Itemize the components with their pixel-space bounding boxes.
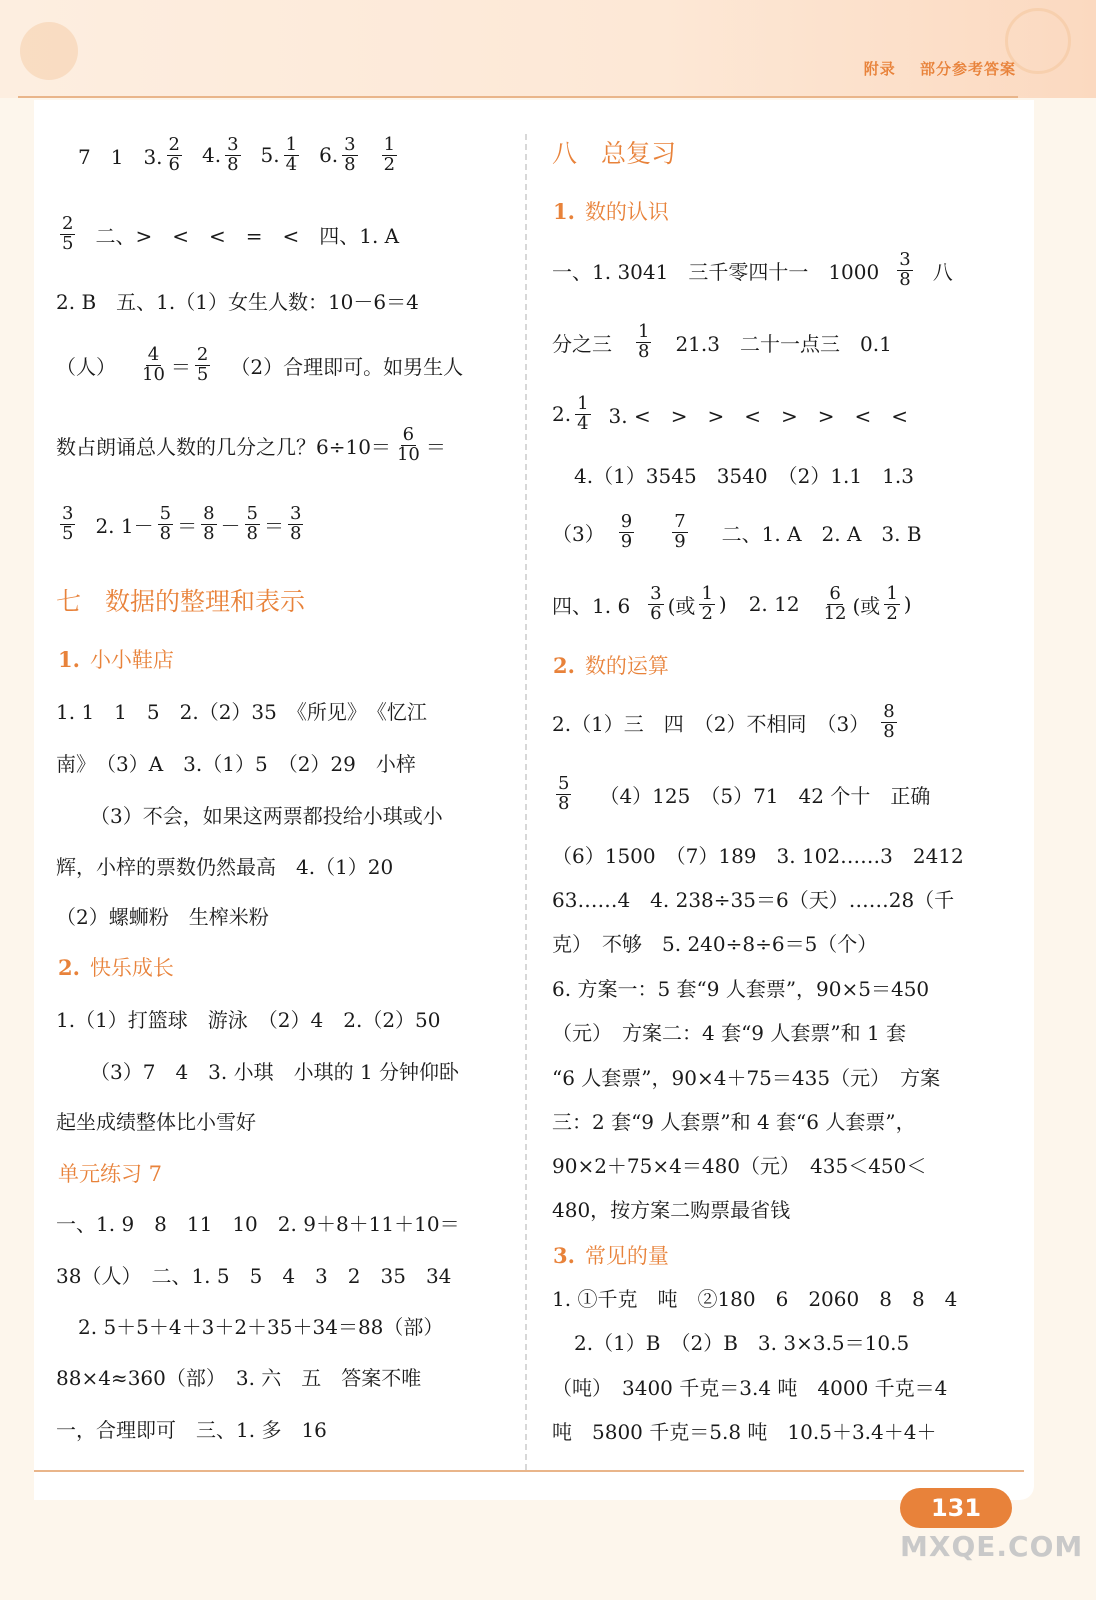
fraction: $\frac{3}{8}$ — [289, 502, 302, 544]
fraction: $\frac{8}{8}$ — [203, 502, 215, 544]
answer-line: 7 1 3. $\frac{2}{6}$ 4. $\frac{3}{8}$ 5. $\frac{1}{4}$ 6. $\frac{3}{8}$ $\frac{1}{2}$ — [78, 133, 396, 175]
answer-line: （元） 方案二：4 套“9 人套票”和 1 套 — [552, 1020, 907, 1045]
answer-line: $\frac{3}{5}$ 2. 1－ $\frac{5}{8}$ ＝ $\frac{8}{8}$ － $\frac{5}{8}$ ＝ $\frac{3}{8}$ — [62, 502, 302, 544]
answer-line: （吨） 3400 千克＝3.4 吨 4000 千克＝4 — [552, 1375, 948, 1400]
watermark-text: MXQE.COM — [900, 1530, 1084, 1563]
answer-line: 4.（1）3545 3540 （2）1.1 1.3 — [574, 463, 914, 488]
fraction: $\frac{2}{5}$ — [196, 343, 209, 385]
answer-line: 90×2＋75×4＝480（元） 435＜450＜ — [552, 1153, 927, 1178]
fraction: $\frac{3}{8}$ — [899, 248, 911, 290]
unit-exercise-title: 单元练习 7 — [58, 1162, 163, 1186]
answer-line: $\frac{5}{8}$ （4）125 （5）71 42 个十 正确 — [558, 772, 931, 814]
fraction: $\frac{3}{5}$ — [62, 502, 74, 544]
answer-line: 一，合理即可 三、1. 多 16 — [56, 1417, 327, 1442]
column-divider — [525, 134, 527, 1470]
subsection-title: 3. 常见的量 — [553, 1243, 669, 1268]
subsection-title: 1. 小小鞋店 — [58, 647, 174, 672]
answer-line: 一、1. 9 8 11 10 2. 9＋8＋11＋10＝ — [56, 1211, 460, 1236]
fraction: $\frac{1}{4}$ — [285, 133, 298, 175]
answer-line: （3）7 4 3. 小琪 小琪的 1 分钟仰卧 — [90, 1059, 460, 1084]
fraction: $\frac{5}{8}$ — [159, 502, 172, 544]
answer-line: 88×4≈360（部） 3. 六 五 答案不唯 — [56, 1365, 422, 1390]
answer-line: 一、1. 3041 三千零四十一 1000 $\frac{3}{8}$ 八 — [552, 248, 953, 290]
answer-line: 分之三 $\frac{1}{8}$ 21.3 二十一点三 0.1 — [552, 320, 892, 362]
fraction: $\frac{1}{2}$ — [886, 582, 898, 624]
answer-line: 辉，小梓的票数仍然最高 4.（1）20 — [56, 854, 394, 879]
answer-line: （人） $\frac{4}{10}$ ＝ $\frac{2}{5}$ （2）合理即可。如男生人 — [56, 343, 464, 385]
fraction: $\frac{1}{2}$ — [383, 133, 396, 175]
fraction: $\frac{2}{6}$ — [168, 133, 180, 175]
answer-line: 2.（1）B （2）B 3. 3×3.5＝10.5 — [574, 1330, 910, 1355]
fraction: $\frac{2}{5}$ — [62, 212, 74, 254]
answer-line: 起坐成绩整体比小雪好 — [56, 1109, 256, 1134]
fraction: $\frac{3}{8}$ — [227, 133, 239, 175]
answer-line: 38（人） 二、1. 5 5 4 3 2 35 34 — [56, 1263, 452, 1288]
fraction: $\frac{3}{6}$ — [650, 582, 662, 624]
answer-line: 克） 不够 5. 240÷8÷6＝5（个） — [552, 931, 878, 956]
fraction: $\frac{1}{8}$ — [638, 320, 650, 362]
answer-line: 6. 方案一：5 套“9 人套票”，90×5＝450 — [552, 976, 930, 1001]
page-number: 131 — [900, 1488, 1012, 1528]
answer-line: 吨 5800 千克＝5.8 吨 10.5＋3.4＋4＋ — [552, 1419, 937, 1444]
header-appendix: 附录 — [863, 60, 896, 78]
answer-line: 三：2 套“9 人套票”和 4 套“6 人套票”， — [552, 1109, 916, 1134]
answer-line: 南》 （3）A 3.（1）5 （2）29 小梓 — [56, 751, 416, 776]
answer-line: 四、1. 6 $\frac{3}{6}$ (或 $\frac{1}{2}$ ) 2. 12 $\frac{6}{12}$ (或 $\frac{1}{2}$ ) — [552, 582, 912, 624]
answer-line: 1. 1 1 5 2.（2）35 《所见》 《忆江 — [56, 699, 427, 724]
running-header — [846, 58, 1016, 79]
header-rule — [18, 96, 1018, 98]
section-title-8: 八 总复习 — [552, 139, 677, 168]
top-band — [0, 0, 1096, 98]
answer-line: 数占朗诵总人数的几分之几？6÷10＝ $\frac{6}{10}$ ＝ — [56, 423, 446, 465]
answer-line: （3） $\frac{9}{9}$ $\frac{7}{9}$ 二、1. A 2. A 3. B — [552, 510, 922, 552]
answer-line: 2. $\frac{1}{4}$ 3. < > > < > > < < — [552, 392, 909, 434]
decoration-circle-left — [20, 22, 78, 80]
answer-line: 2. B 五、1.（1）女生人数：10－6＝4 — [56, 289, 419, 314]
answer-line: （6）1500 （7）189 3. 102……3 2412 — [552, 843, 964, 868]
answer-line: 1.（1）打篮球 游泳 （2）4 2.（2）50 — [56, 1007, 441, 1032]
answer-line: （3）不会，如果这两票都投给小琪或小 — [90, 803, 443, 828]
section-title-7: 七 数据的整理和表示 — [56, 587, 306, 616]
subsection-title: 2. 数的运算 — [553, 653, 669, 678]
fraction: $\frac{3}{8}$ — [344, 133, 356, 175]
subsection-title: 1. 数的认识 — [553, 199, 669, 224]
fraction: $\frac{1}{4}$ — [577, 392, 589, 434]
answer-line: （2）螺蛳粉 生榨米粉 — [56, 904, 269, 929]
fraction: $\frac{8}{8}$ — [883, 700, 895, 742]
fraction: $\frac{1}{2}$ — [701, 582, 713, 624]
subsection-title: 2. 快乐成长 — [58, 955, 174, 980]
answer-line: 2.（1）三 四 （2）不相同 （3） $\frac{8}{8}$ — [552, 700, 895, 742]
answer-line: 1. ①千克 吨 ②180 6 2060 8 8 4 — [552, 1286, 958, 1311]
fraction: $\frac{9}{9}$ — [620, 510, 633, 552]
fraction: $\frac{6}{10}$ — [396, 423, 420, 465]
answer-line: 2. 5＋5＋4＋3＋2＋35＋34＝88（部） — [78, 1314, 444, 1339]
fraction: $\frac{7}{9}$ — [674, 510, 686, 552]
fraction: $\frac{5}{8}$ — [246, 502, 258, 544]
header-answers: 部分参考答案 — [919, 60, 1016, 78]
fraction: $\frac{4}{10}$ — [142, 343, 165, 385]
fraction: $\frac{5}{8}$ — [558, 772, 570, 814]
fraction: $\frac{6}{12}$ — [823, 582, 847, 624]
answer-line: “6 人套票”，90×4＋75＝435（元） 方案 — [552, 1065, 941, 1090]
footer-rule — [34, 1470, 1024, 1472]
answer-line: $\frac{2}{5}$ 二、> < < = < 四、1. A — [62, 212, 400, 254]
answer-line: 63……4 4. 238÷35＝6（天）……28（千 — [552, 887, 955, 912]
answer-line: 480，按方案二购票最省钱 — [552, 1197, 791, 1222]
